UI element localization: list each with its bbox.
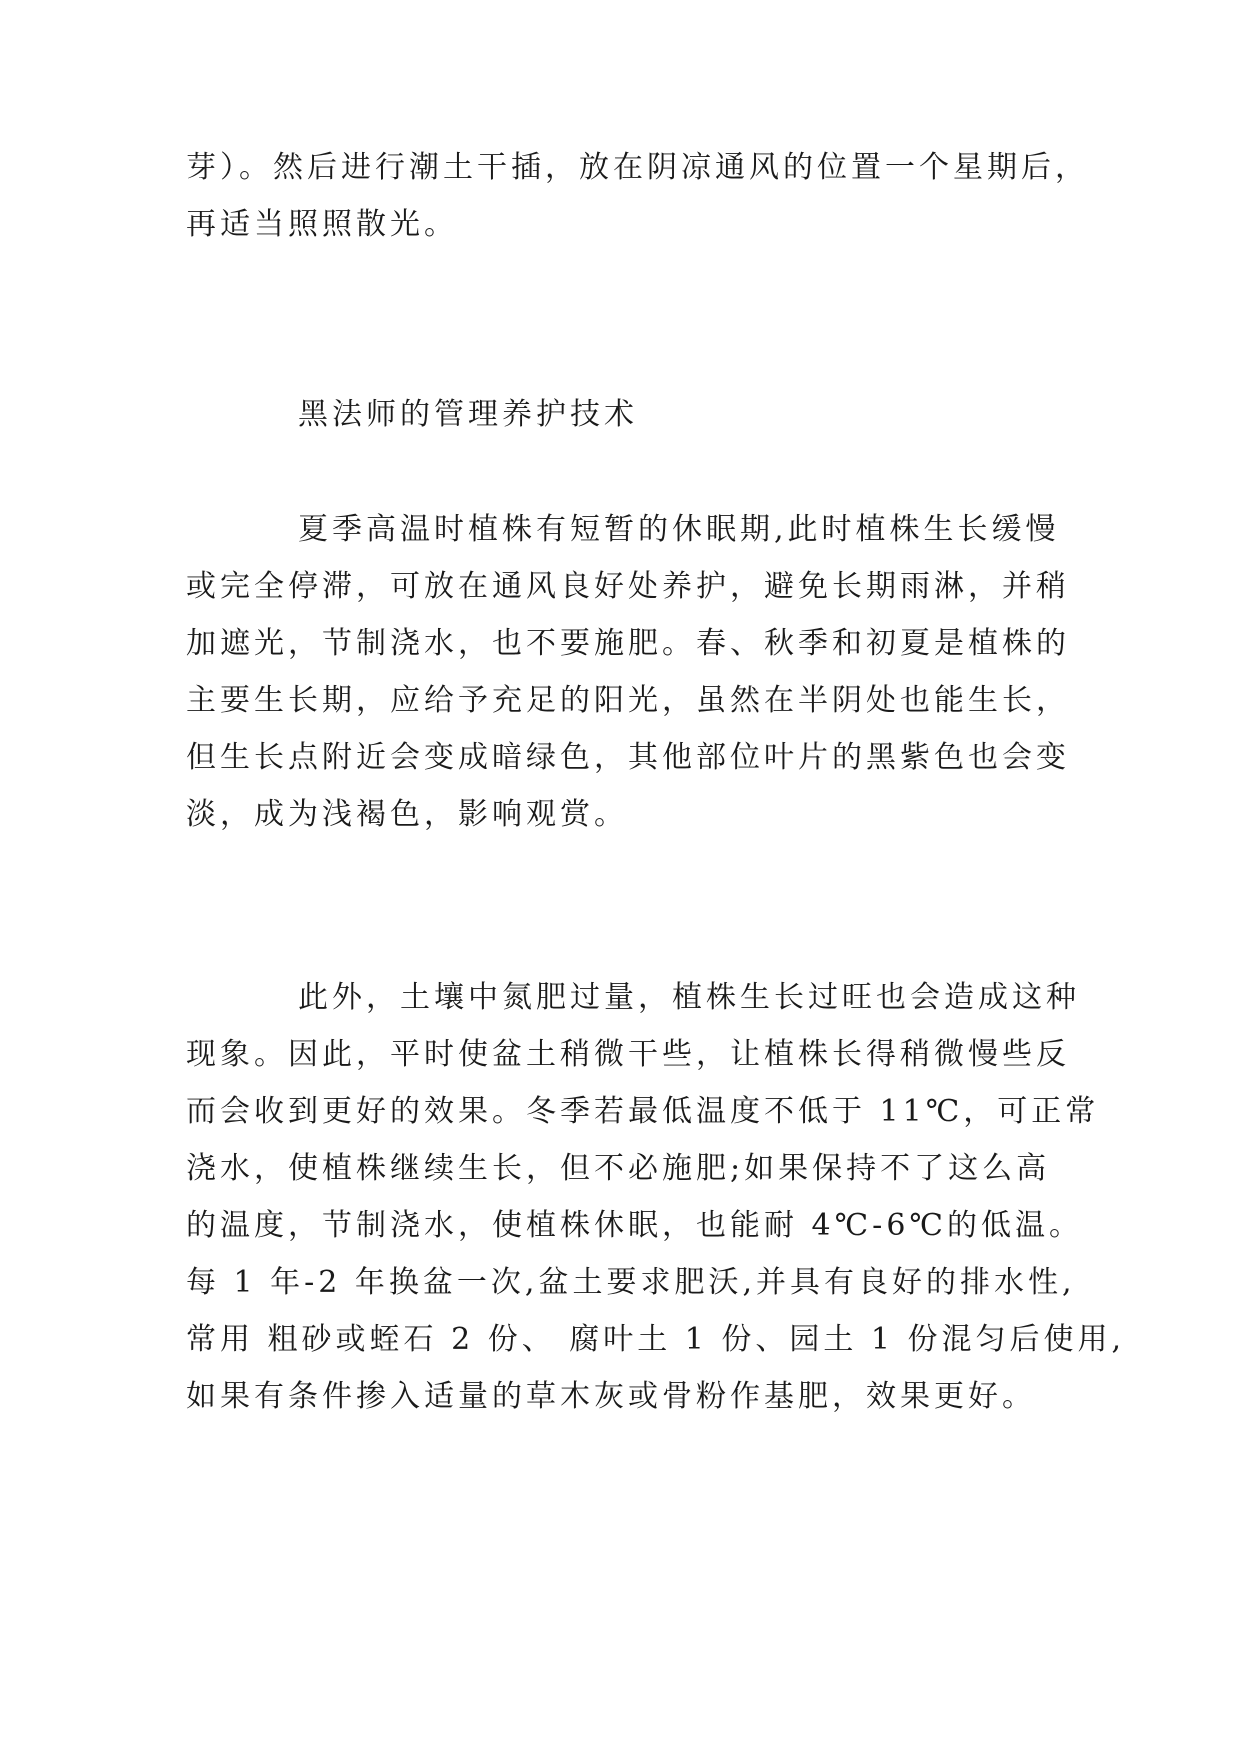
text-line: 每 1 年-2 年换盆一次,盆土要求肥沃,并具有良好的排水性, xyxy=(186,1265,1076,1300)
text-line: 常用 粗砂或蛭石 2 份、 腐叶土 1 份、园土 1 份混匀后使用, xyxy=(186,1322,1126,1357)
text-line: 再适当照照散光。 xyxy=(186,207,458,242)
text-line: 的温度，节制浇水，使植株休眠，也能耐 4℃-6℃的低温。 xyxy=(186,1208,1083,1243)
text-line: 浇水，使植株继续生长，但不必施肥;如果保持不了这么高 xyxy=(186,1151,1051,1186)
text-line: 但生长点附近会变成暗绿色，其他部位叶片的黑紫色也会变 xyxy=(186,740,1070,775)
text-line: 而会收到更好的效果。冬季若最低温度不低于 11℃，可正常 xyxy=(186,1094,1100,1129)
text-line: 主要生长期，应给予充足的阳光，虽然在半阴处也能生长， xyxy=(186,683,1070,718)
text-line: 芽）。然后进行潮土干插，放在阴凉通风的位置一个星期后， xyxy=(186,150,1089,185)
text-line: 或完全停滞，可放在通风良好处养护，避免长期雨淋，并稍 xyxy=(186,569,1070,604)
text-line: 现象。因此，平时使盆土稍微干些，让植株长得稍微慢些反 xyxy=(186,1037,1070,1072)
text-line: 夏季高温时植株有短暂的休眠期,此时植株生长缓慢 xyxy=(298,512,1060,547)
text-line: 淡，成为浅褐色，影响观赏。 xyxy=(186,797,628,832)
section-heading: 黑法师的管理养护技术 xyxy=(298,397,638,432)
text-line: 如果有条件掺入适量的草木灰或骨粉作基肥，效果更好。 xyxy=(186,1379,1036,1414)
text-line: 加遮光，节制浇水，也不要施肥。春、秋季和初夏是植株的 xyxy=(186,626,1070,661)
text-line: 此外，土壤中氮肥过量，植株生长过旺也会造成这种 xyxy=(298,980,1080,1015)
